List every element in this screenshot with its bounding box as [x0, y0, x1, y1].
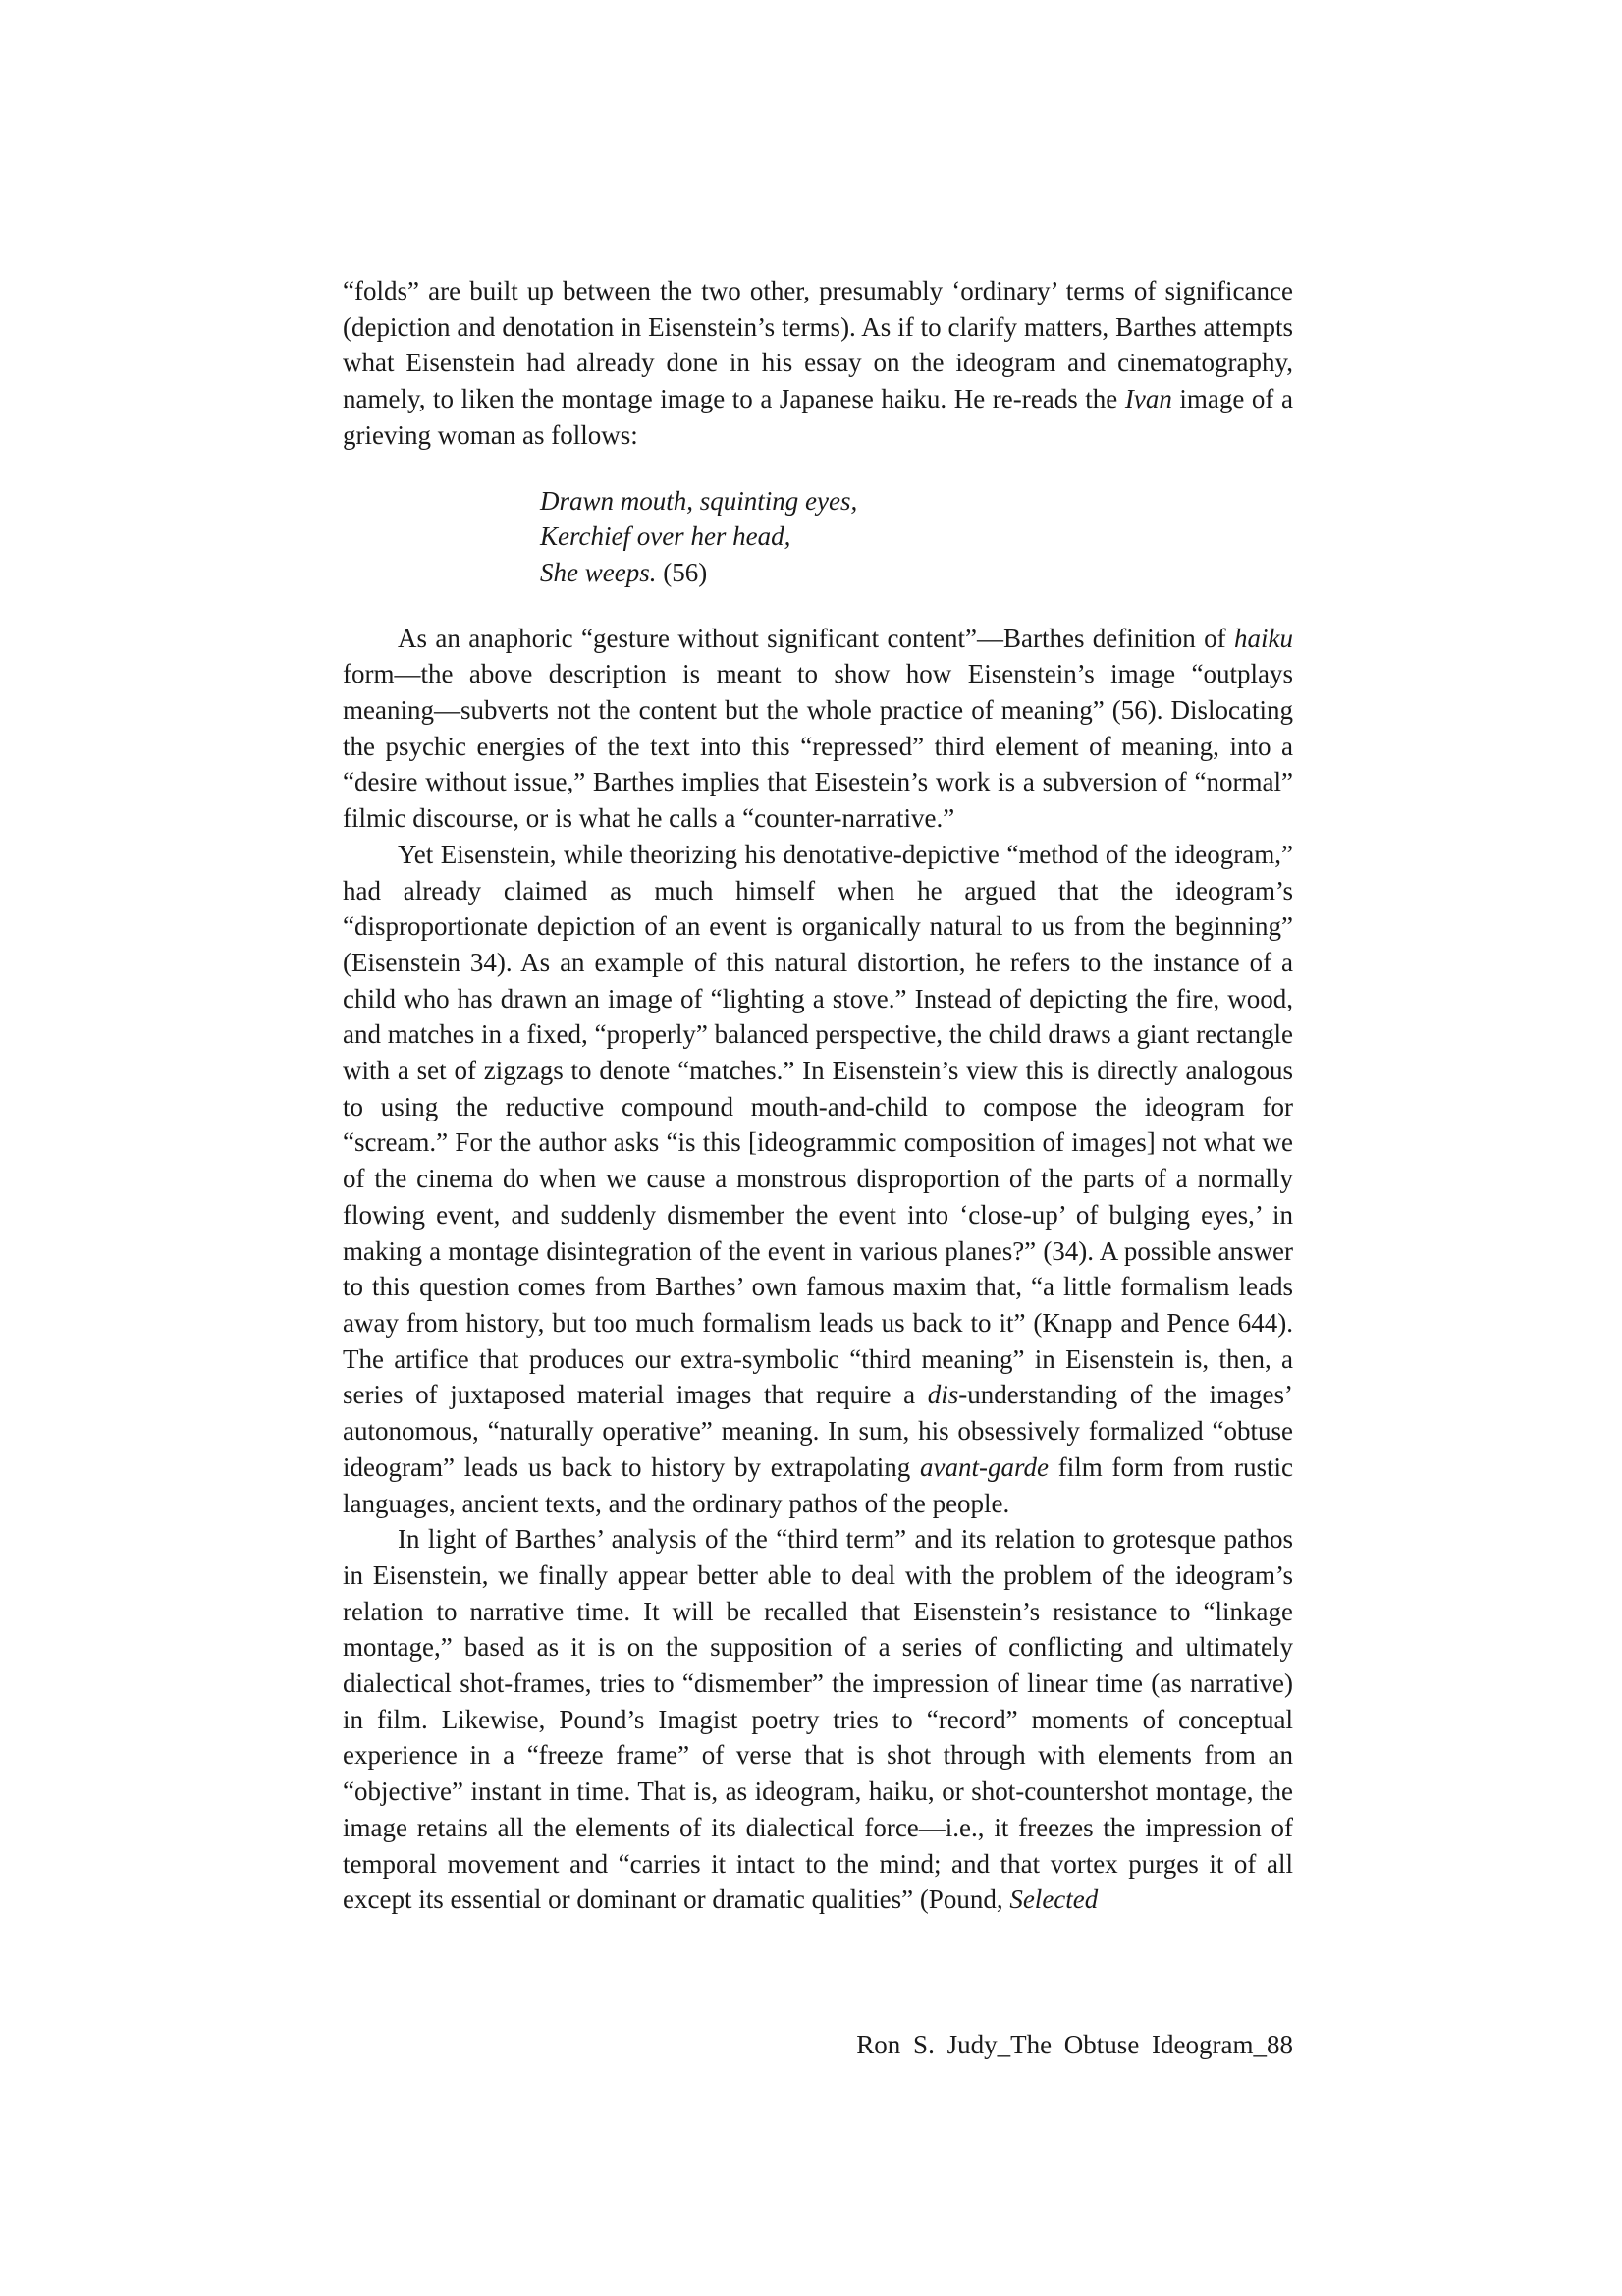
haiku-line-1: Drawn mouth, squinting eyes,: [540, 485, 858, 516]
paragraph-3: [343, 837, 1293, 1521]
italic-title: Selected: [1009, 1885, 1099, 1915]
paragraph-text: In light of Barthes’ analysis of the “third term” and its relation to grotesque pathos in Eisenstein, we finally appear better able to deal with the problem of the ideogram’s relation to narrative time. It will be recalled that Eisenstein’s resistance to “linkage montage,” based as it is on the supposition of a series of conflicting and ultimately dialectical shot-frames, tries to “dismember” the impression of linear time (as narrative) in film. Likewise, Pound’s Imagist poetry tries to “record” moments of conceptual experience in a “freeze frame” of verse that is shot through with elements from an “objective” instant in time. That is, as ideogram, haiku, or shot-countershot montage, the image retains all the elements of its dialectical force—i.e., it freezes the impression of temporal movement and “carries it intact to the mind; and that vortex purges it of all except its essential or dominant or dramatic qualities” (Pound,: [343, 1524, 1293, 1915]
italic-title: Ivan: [1124, 384, 1172, 414]
paragraph-text: form—the above description is meant to show how Eisenstein’s image “outplays meaning—subverts not the content but the whole practice of meaning” (56). Dislocating the psychic energies of the text into this “repressed” third element of meaning, into a “desire without issue,” Barthes implies that Eisestein’s work is a subversion of “normal” filmic discourse, or is what he calls a “counter-narrative.”: [343, 659, 1293, 834]
page-body: [343, 273, 1293, 1918]
italic-term: haiku: [1234, 623, 1293, 653]
haiku-quote: [540, 483, 1293, 591]
paragraph-text: -understanding of the images’ autonomous, “naturally operative” meaning. In sum, his obsessively formalized “obtuse ideogram” leads us back to history by extrapolating: [343, 1380, 1294, 1482]
paragraph-text: Yet Eisenstein, while theorizing his denotative-depictive “method of the ideogram,” had already claimed as much himself when he argued that the ideogram’s “disproportionate depiction of an event is organically natural to us from the beginning” (Eisenstein 34). As an example of this natural distortion, he refers to the instance of a child who has drawn an image of “lighting a stove.” Instead of depicting the fire, wood, and matches in a fixed, “properly” balanced perspective, the child draws a giant rectangle with a set of zigzags to denote “matches.” In Eisenstein’s view this is directly analogous to using the reductive compound mouth-and-child to compose the ideogram for “scream.” For the author asks “is this [ideogrammic composition of images] not what we of the cinema do when we cause a monstrous disproportion of the parts of a normally flowing event, and suddenly dismember the event into ‘close-up’ of bulging eyes,’ in making a montage disintegration of the event in various planes?” (34). A possible answer to this question comes from Barthes’ own famous maxim that, “a little formalism leads away from history, but too much formalism leads us back to it” (Knapp and Pence 644). The artifice that produces our extra-symbolic “third meaning” in Eisenstein is, then, a series of juxtaposed material images that require a: [343, 839, 1293, 1410]
italic-term: avant-garde: [920, 1451, 1049, 1482]
page-footer: Ron S. Judy_The Obtuse Ideogram_88: [856, 2030, 1293, 2059]
paragraph-text: “folds” are built up between the two other, presumably ‘ordinary’ terms of significance (depiction and denotation in Eisenstein’s terms). As if to clarify matters, Barthes attempts what Eisenstein had already done in his essay on the ideogram and cinematography, namely, to liken the montage image to a Japanese haiku. He re-reads the: [343, 276, 1293, 414]
paragraph-1: [343, 273, 1293, 454]
haiku-line-2: Kerchief over her head,: [540, 521, 791, 552]
paragraph-4: [343, 1521, 1293, 1918]
paragraph-text: As an anaphoric “gesture without significant content”—Barthes definition of: [398, 623, 1234, 653]
haiku-line-3: She weeps. (56): [540, 557, 708, 587]
paragraph-text: film form from rustic languages, ancient texts, and the ordinary pathos of the people.: [343, 1451, 1293, 1518]
paragraph-text: image of a grieving woman as follows:: [343, 384, 1293, 450]
citation: (56): [656, 557, 708, 587]
italic-term: dis: [927, 1380, 959, 1410]
paragraph-2: [343, 621, 1293, 837]
